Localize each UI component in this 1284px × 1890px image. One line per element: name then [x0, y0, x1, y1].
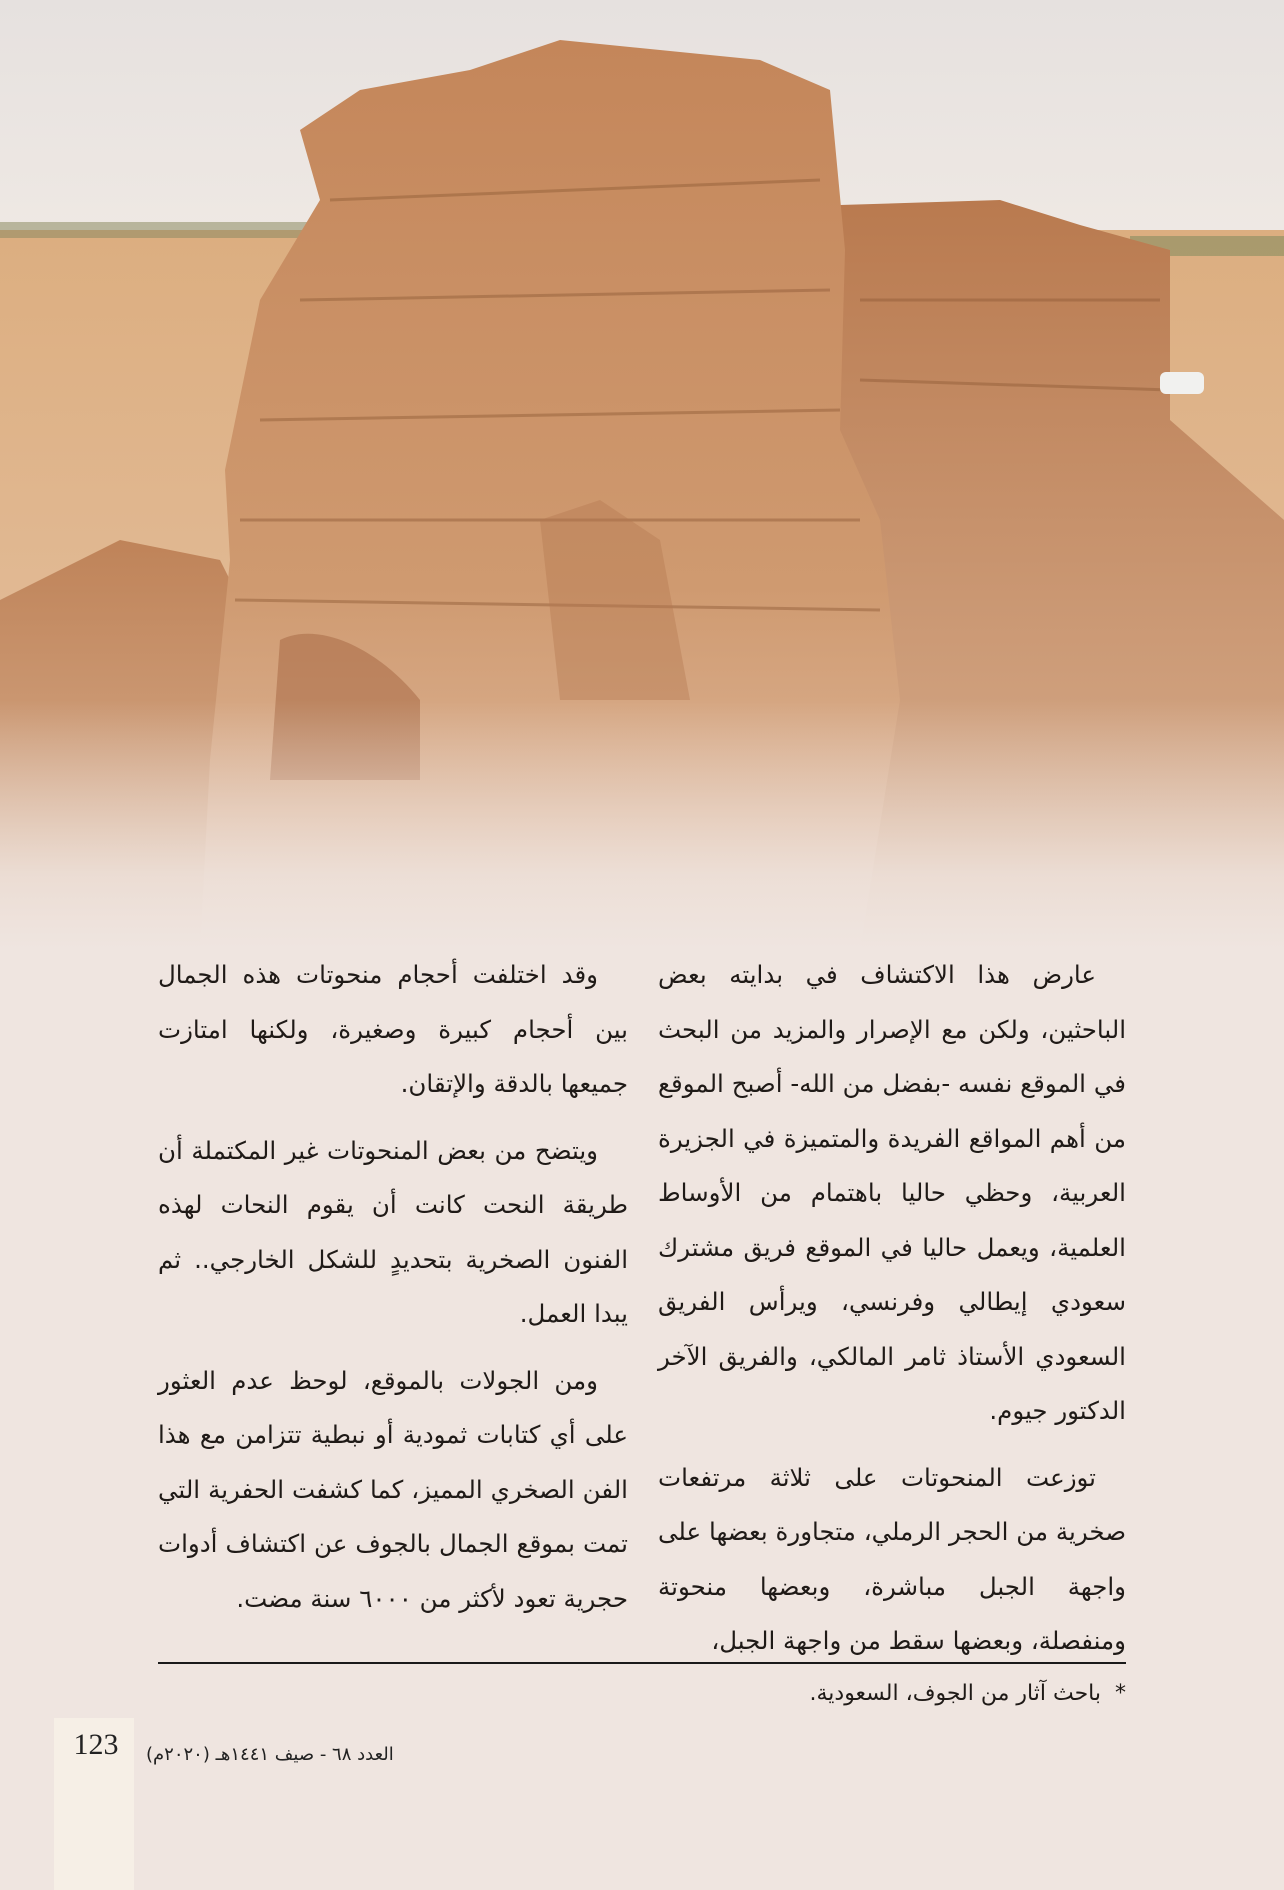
footnote [326, 1674, 1126, 1714]
paragraph: ويتضح من بعض المنحوتات غير المكتملة أن طريقة النحت كانت أن يقوم النحات لهذه الفنون الصخرية بتحديدٍ للشكل الخارجي.. ثم يبدا العمل. [158, 1135, 628, 1328]
article-left-column [158, 948, 628, 1626]
photo-fade [0, 700, 1284, 950]
issue-info: العدد ٦٨ - صيف ١٤٤١هـ (٢٠٢٠م) [146, 1744, 394, 1765]
paragraph: وقد اختلفت أحجام منحوتات هذه الجمال بين أحجام كبيرة وصغيرة، ولكنها امتازت جميعها بالدقة والإتقان. [158, 960, 628, 1098]
paragraph: ومن الجولات بالموقع، لوحظ عدم العثور على أي كتابات ثمودية أو نبطية تتزامن مع هذا الفن الصخري المميز، كما كشفت الحفرية التي تمت بموقع الجمال بالجوف عن اكتشاف أدوات حجرية تعود لأكثر من ٦٠٠٠ سنة مضت. [158, 1365, 628, 1613]
paragraph: عارض هذا الاكتشاف في بدايته بعض الباحثين، ولكن مع الإصرار والمزيد من البحث في الموقع نفسه -بفضل من الله- أصبح الموقع من أهم المواقع الفريدة والمتميزة في الجزيرة العربية، وحظي حاليا باهتمام من الأوساط العلمية، ويعمل حاليا في الموقع فريق مشترك سعودي إيطالي وفرنسي، ويرأس الفريق السعودي الأستاذ ثامر المالكي، والفريق الآخر الدكتور جيوم. [658, 960, 1126, 1425]
paragraph: توزعت المنحوتات على ثلاثة مرتفعات صخرية من الحجر الرملي، متجاورة بعضها على واجهة الجبل مباشرة، وبعضها منحوتة ومنفصلة، وبعضها سقط من واجهة الجبل، [658, 1462, 1126, 1655]
article-right-column [658, 948, 1126, 1669]
footnote-text: باحث آثار من الجوف، السعودية. [809, 1681, 1101, 1706]
page-number: 123 [73, 1728, 119, 1761]
footnote-marker: * [1115, 1681, 1126, 1706]
footnote-divider [158, 1662, 1126, 1664]
